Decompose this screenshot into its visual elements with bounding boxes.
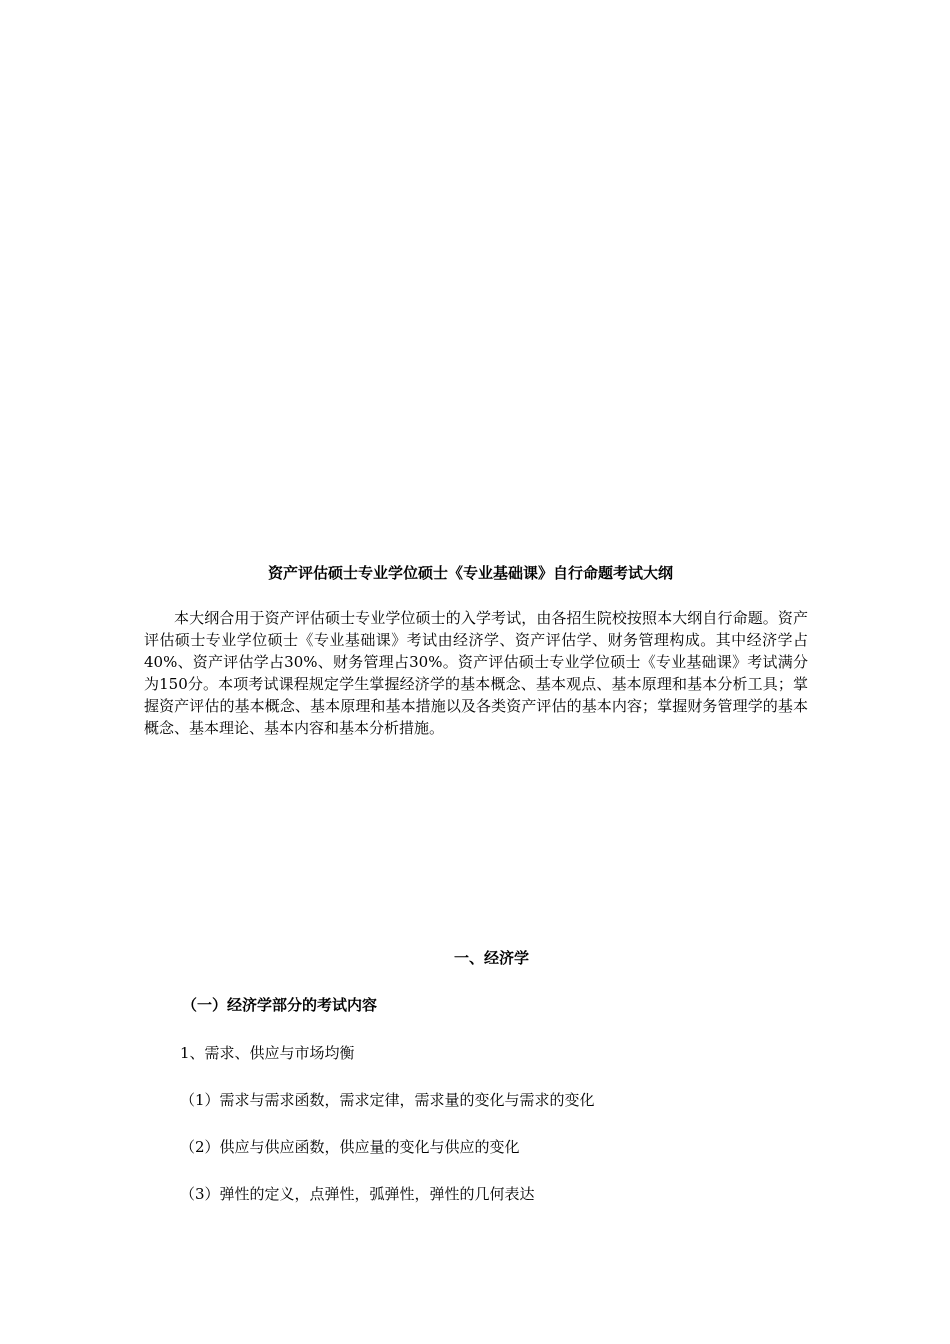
outline-item-supply-demand: 1、需求、供应与市场均衡 [180, 1044, 355, 1062]
document-title: 资产评估硕士专业学位硕士《专业基础课》自行命题考试大纲 [268, 564, 674, 582]
section-heading-economics: 一、经济学 [454, 949, 530, 967]
outline-subitem-elasticity: （3）弹性的定义，点弹性，弧弹性，弹性的几何表达 [180, 1185, 535, 1203]
subsection-heading-exam-content: （一）经济学部分的考试内容 [182, 996, 378, 1014]
outline-subitem-demand: （1）需求与需求函数，需求定律，需求量的变化与需求的变化 [180, 1091, 595, 1109]
outline-subitem-supply: （2）供应与供应函数，供应量的变化与供应的变化 [180, 1138, 520, 1156]
intro-paragraph: 本大纲合用于资产评估硕士专业学位硕士的入学考试，由各招生院校按照本大纲自行命题。资产评估硕士专业学位硕士《专业基础课》考试由经济学、资产评估学、财务管理构成。其中经济学占40%、资产评估学占30%、财务管理占30%。资产评估硕士专业学位硕士《专业基础课》考试满分为150分。本项考试课程规定学生掌握经济学的基本概念、基本观点、基本原理和基本分析工具；掌握资产评估的基本概念、基本原理和基本措施以及各类资产评估的基本内容；掌握财务管理学的基本概念、基本理论、基本内容和基本分析措施。 [144, 609, 808, 737]
